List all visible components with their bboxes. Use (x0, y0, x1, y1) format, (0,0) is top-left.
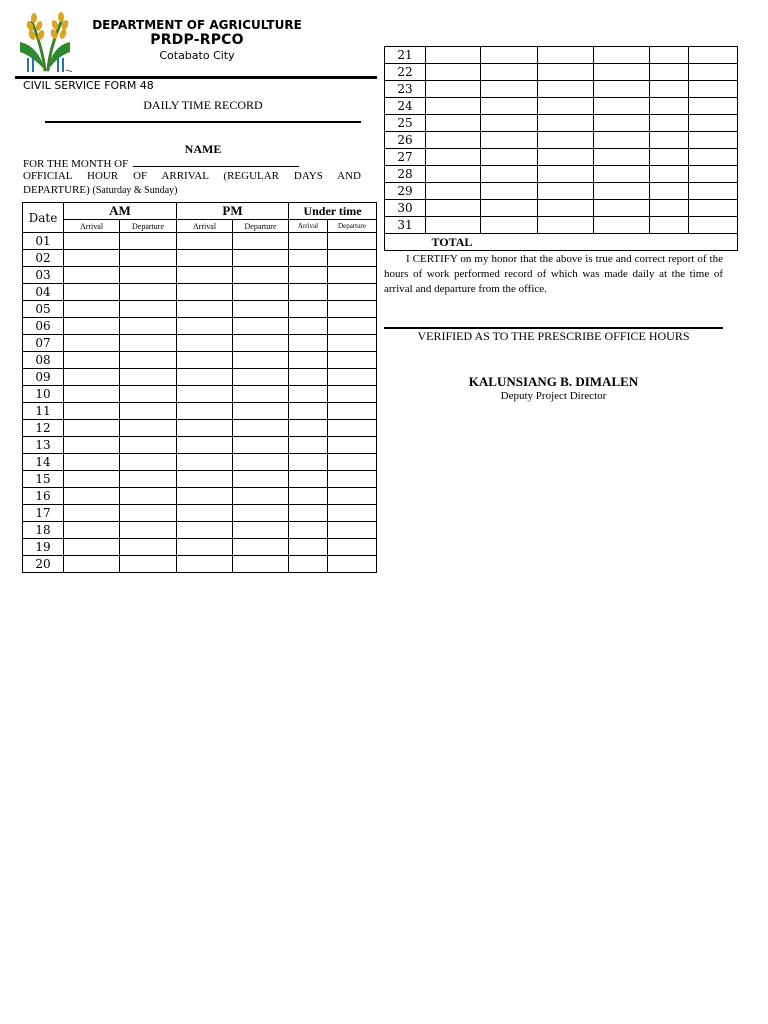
table-row (385, 132, 738, 149)
time-entry-cell[interactable] (289, 369, 328, 386)
time-entry-cell[interactable] (594, 98, 650, 115)
time-entry-cell[interactable] (594, 47, 650, 64)
day-number: 13 (23, 437, 64, 454)
time-entry-cell[interactable] (689, 47, 738, 64)
official-hours-line2-text: DEPARTURE) (23, 184, 90, 196)
time-record-table-days-1-20 (22, 202, 377, 573)
day-number: 17 (23, 505, 64, 522)
time-entry-cell[interactable] (64, 369, 120, 386)
table-row (23, 539, 377, 556)
time-entry-cell[interactable] (64, 539, 120, 556)
day-number: 27 (385, 149, 426, 166)
time-entry-cell[interactable] (120, 369, 177, 386)
official-hours-line2 (23, 183, 178, 198)
day-number: 05 (23, 301, 64, 318)
right-table-body (385, 47, 738, 234)
time-entry-cell[interactable] (689, 200, 738, 217)
time-entry-cell[interactable] (233, 403, 289, 420)
time-entry-cell[interactable] (328, 386, 377, 403)
time-entry-cell[interactable] (120, 250, 177, 267)
time-entry-cell[interactable] (289, 352, 328, 369)
undertime-header: Under time (289, 203, 377, 220)
day-number: 20 (23, 556, 64, 573)
time-entry-cell[interactable] (328, 267, 377, 284)
time-entry-cell[interactable] (64, 318, 120, 335)
time-entry-cell[interactable] (594, 64, 650, 81)
time-entry-cell[interactable] (120, 318, 177, 335)
time-entry-cell[interactable] (233, 556, 289, 573)
time-entry-cell[interactable] (177, 369, 233, 386)
table-row (385, 217, 738, 234)
time-entry-cell[interactable] (538, 81, 594, 98)
time-entry-cell[interactable] (233, 522, 289, 539)
day-number: 25 (385, 115, 426, 132)
table-row (23, 250, 377, 267)
time-entry-cell[interactable] (481, 149, 538, 166)
time-entry-cell[interactable] (64, 420, 120, 437)
time-entry-cell[interactable] (120, 488, 177, 505)
time-entry-cell[interactable] (538, 217, 594, 234)
time-record-table-days-21-31 (384, 46, 738, 251)
time-entry-cell[interactable] (120, 505, 177, 522)
time-entry-cell[interactable] (64, 471, 120, 488)
time-entry-cell[interactable] (328, 471, 377, 488)
signer-title: Deputy Project Director (500, 390, 607, 402)
time-entry-cell[interactable] (233, 488, 289, 505)
day-number: 11 (23, 403, 64, 420)
table-row (23, 386, 377, 403)
time-entry-cell[interactable] (233, 335, 289, 352)
time-entry-cell[interactable] (426, 166, 481, 183)
time-entry-cell[interactable] (177, 556, 233, 573)
time-entry-cell[interactable] (426, 132, 481, 149)
time-entry-cell[interactable] (594, 115, 650, 132)
table-row (385, 98, 738, 115)
day-number: 09 (23, 369, 64, 386)
time-entry-cell[interactable] (177, 318, 233, 335)
time-entry-cell[interactable] (177, 233, 233, 250)
time-entry-cell[interactable] (650, 132, 689, 149)
time-entry-cell[interactable] (426, 47, 481, 64)
day-number: 29 (385, 183, 426, 200)
time-entry-cell[interactable] (426, 200, 481, 217)
title-divider (45, 121, 361, 123)
time-entry-cell[interactable] (650, 81, 689, 98)
time-entry-cell[interactable] (328, 369, 377, 386)
total-row (385, 234, 738, 251)
day-number: 21 (385, 47, 426, 64)
table-row (23, 318, 377, 335)
time-entry-cell[interactable] (289, 522, 328, 539)
time-entry-cell[interactable] (233, 420, 289, 437)
time-entry-cell[interactable] (289, 539, 328, 556)
time-entry-cell[interactable] (426, 183, 481, 200)
day-number: 19 (23, 539, 64, 556)
table-row (23, 556, 377, 573)
time-entry-cell[interactable] (120, 267, 177, 284)
official-hours-note: (Saturday & Sunday) (92, 185, 178, 196)
am-header: AM (64, 203, 177, 220)
table-row (23, 369, 377, 386)
total-spacer (385, 234, 426, 251)
time-entry-cell[interactable] (177, 386, 233, 403)
time-entry-cell[interactable] (233, 437, 289, 454)
time-entry-cell[interactable] (594, 183, 650, 200)
department-of-agriculture-logo (18, 12, 72, 74)
time-entry-cell[interactable] (233, 471, 289, 488)
time-entry-cell[interactable] (120, 352, 177, 369)
time-entry-cell[interactable] (328, 522, 377, 539)
time-entry-cell[interactable] (538, 166, 594, 183)
day-number: 18 (23, 522, 64, 539)
undertime-arrival-header: Arrival (289, 220, 328, 233)
time-entry-cell[interactable] (177, 505, 233, 522)
office-city: Cotabato City (159, 49, 235, 62)
day-number: 22 (385, 64, 426, 81)
time-entry-cell[interactable] (328, 284, 377, 301)
time-entry-cell[interactable] (64, 454, 120, 471)
time-entry-cell[interactable] (289, 437, 328, 454)
time-entry-cell[interactable] (289, 420, 328, 437)
table-row (23, 403, 377, 420)
time-entry-cell[interactable] (177, 335, 233, 352)
time-entry-cell[interactable] (289, 505, 328, 522)
time-entry-cell[interactable] (538, 149, 594, 166)
time-entry-cell[interactable] (64, 284, 120, 301)
day-number: 03 (23, 267, 64, 284)
time-entry-cell[interactable] (481, 47, 538, 64)
time-entry-cell[interactable] (689, 115, 738, 132)
table-row (23, 505, 377, 522)
time-entry-cell[interactable] (650, 200, 689, 217)
month-row (23, 156, 299, 170)
table-row (385, 183, 738, 200)
verified-label: VERIFIED AS TO THE PRESCRIBE OFFICE HOURS (417, 329, 690, 343)
time-entry-cell[interactable] (328, 352, 377, 369)
time-entry-cell[interactable] (328, 420, 377, 437)
day-number: 07 (23, 335, 64, 352)
time-entry-cell[interactable] (481, 115, 538, 132)
time-entry-cell[interactable] (481, 81, 538, 98)
time-entry-cell[interactable] (426, 81, 481, 98)
certification-statement: I CERTIFY on my honor that the above is true and correct report of the hours of work performed record of which was made daily at the time of arrival and departure from the office. (384, 253, 723, 295)
time-entry-cell[interactable] (177, 267, 233, 284)
time-entry-cell[interactable] (177, 301, 233, 318)
table-row (385, 166, 738, 183)
time-entry-cell[interactable] (328, 454, 377, 471)
time-entry-cell[interactable] (538, 132, 594, 149)
time-entry-cell[interactable] (233, 352, 289, 369)
time-entry-cell[interactable] (328, 556, 377, 573)
day-number: 15 (23, 471, 64, 488)
time-entry-cell[interactable] (538, 200, 594, 217)
time-entry-cell[interactable] (289, 267, 328, 284)
time-entry-cell[interactable] (689, 81, 738, 98)
left-table-body (23, 233, 377, 573)
table-row (23, 352, 377, 369)
time-entry-cell[interactable] (64, 403, 120, 420)
time-entry-cell[interactable] (64, 437, 120, 454)
time-entry-cell[interactable] (328, 403, 377, 420)
time-entry-cell[interactable] (650, 166, 689, 183)
time-entry-cell[interactable] (120, 437, 177, 454)
table-row (23, 420, 377, 437)
date-header: Date (23, 203, 64, 233)
time-entry-cell[interactable] (120, 556, 177, 573)
time-entry-cell[interactable] (426, 64, 481, 81)
day-number: 04 (23, 284, 64, 301)
form-code: CIVIL SERVICE FORM 48 (23, 79, 154, 92)
time-entry-cell[interactable] (481, 64, 538, 81)
time-entry-cell[interactable] (120, 403, 177, 420)
time-entry-cell[interactable] (64, 522, 120, 539)
time-entry-cell[interactable] (177, 352, 233, 369)
time-entry-cell[interactable] (594, 200, 650, 217)
pm-arrival-header: Arrival (177, 220, 233, 233)
time-entry-cell[interactable] (177, 454, 233, 471)
time-entry-cell[interactable] (233, 386, 289, 403)
time-entry-cell[interactable] (650, 183, 689, 200)
time-entry-cell[interactable] (64, 352, 120, 369)
time-entry-cell[interactable] (328, 301, 377, 318)
day-number: 14 (23, 454, 64, 471)
month-label: FOR THE MONTH OF (23, 158, 129, 170)
time-entry-cell[interactable] (328, 250, 377, 267)
table-row (385, 64, 738, 81)
time-entry-cell[interactable] (650, 64, 689, 81)
time-entry-cell[interactable] (120, 301, 177, 318)
time-entry-cell[interactable] (64, 335, 120, 352)
time-entry-cell[interactable] (233, 318, 289, 335)
time-entry-cell[interactable] (120, 386, 177, 403)
day-number: 02 (23, 250, 64, 267)
time-entry-cell[interactable] (689, 183, 738, 200)
table-row (385, 149, 738, 166)
time-entry-cell[interactable] (481, 132, 538, 149)
time-entry-cell[interactable] (289, 250, 328, 267)
day-number: 10 (23, 386, 64, 403)
time-entry-cell[interactable] (64, 250, 120, 267)
time-entry-cell[interactable] (289, 301, 328, 318)
day-number: 28 (385, 166, 426, 183)
official-hours-line1: OFFICIAL HOUR OF ARRIVAL (REGULAR DAYS AND (23, 170, 361, 182)
time-entry-cell[interactable] (689, 166, 738, 183)
time-entry-cell[interactable] (481, 200, 538, 217)
time-entry-cell[interactable] (120, 233, 177, 250)
name-label: NAME (184, 142, 222, 156)
time-entry-cell[interactable] (177, 488, 233, 505)
time-entry-cell[interactable] (177, 522, 233, 539)
document-title: DAILY TIME RECORD (143, 98, 263, 112)
time-entry-cell[interactable] (120, 335, 177, 352)
day-number: 26 (385, 132, 426, 149)
table-row (23, 233, 377, 250)
time-entry-cell[interactable] (328, 505, 377, 522)
time-entry-cell[interactable] (233, 284, 289, 301)
table-row (23, 437, 377, 454)
time-entry-cell[interactable] (120, 284, 177, 301)
time-entry-cell[interactable] (233, 301, 289, 318)
time-entry-cell[interactable] (538, 98, 594, 115)
table-row (23, 454, 377, 471)
day-number: 30 (385, 200, 426, 217)
time-entry-cell[interactable] (289, 233, 328, 250)
table-row (23, 284, 377, 301)
time-entry-cell[interactable] (64, 488, 120, 505)
time-entry-cell[interactable] (328, 233, 377, 250)
table-row (385, 200, 738, 217)
time-entry-cell[interactable] (289, 284, 328, 301)
time-entry-cell[interactable] (689, 132, 738, 149)
time-entry-cell[interactable] (64, 267, 120, 284)
table-row (23, 301, 377, 318)
day-number: 16 (23, 488, 64, 505)
office-name: PRDP-RPCO (150, 32, 244, 48)
time-entry-cell[interactable] (177, 250, 233, 267)
time-entry-cell[interactable] (177, 437, 233, 454)
time-entry-cell[interactable] (233, 369, 289, 386)
time-entry-cell[interactable] (64, 556, 120, 573)
time-entry-cell[interactable] (538, 64, 594, 81)
time-entry-cell[interactable] (120, 420, 177, 437)
day-number: 24 (385, 98, 426, 115)
time-entry-cell[interactable] (426, 149, 481, 166)
time-entry-cell[interactable] (120, 522, 177, 539)
time-entry-cell[interactable] (177, 539, 233, 556)
time-entry-cell[interactable] (233, 250, 289, 267)
time-entry-cell[interactable] (233, 454, 289, 471)
time-entry-cell[interactable] (233, 539, 289, 556)
time-entry-cell[interactable] (650, 98, 689, 115)
day-number: 23 (385, 81, 426, 98)
time-entry-cell[interactable] (538, 183, 594, 200)
time-entry-cell[interactable] (289, 454, 328, 471)
certification-text (384, 252, 723, 297)
pm-departure-header: Departure (233, 220, 289, 233)
time-entry-cell[interactable] (289, 556, 328, 573)
time-entry-cell[interactable] (650, 217, 689, 234)
pm-header: PM (177, 203, 289, 220)
time-entry-cell[interactable] (481, 183, 538, 200)
time-entry-cell[interactable] (120, 471, 177, 488)
time-entry-cell[interactable] (689, 98, 738, 115)
table-row (23, 335, 377, 352)
signer-name: KALUNSIANG B. DIMALEN (468, 374, 639, 389)
table-row (385, 115, 738, 132)
table-row (385, 81, 738, 98)
day-number: 01 (23, 233, 64, 250)
time-entry-cell[interactable] (289, 471, 328, 488)
time-entry-cell[interactable] (233, 267, 289, 284)
undertime-departure-header: Departure (328, 220, 377, 233)
time-entry-cell[interactable] (594, 132, 650, 149)
day-number: 12 (23, 420, 64, 437)
table-row (385, 47, 738, 64)
day-number: 06 (23, 318, 64, 335)
time-entry-cell[interactable] (328, 488, 377, 505)
time-entry-cell[interactable] (328, 318, 377, 335)
time-entry-cell[interactable] (689, 64, 738, 81)
time-entry-cell[interactable] (64, 301, 120, 318)
time-entry-cell[interactable] (594, 81, 650, 98)
time-entry-cell[interactable] (650, 149, 689, 166)
time-entry-cell[interactable] (538, 115, 594, 132)
table-row (23, 488, 377, 505)
time-entry-cell[interactable] (594, 149, 650, 166)
time-entry-cell[interactable] (64, 386, 120, 403)
time-entry-cell[interactable] (120, 539, 177, 556)
time-entry-cell[interactable] (328, 539, 377, 556)
time-entry-cell[interactable] (689, 149, 738, 166)
time-entry-cell[interactable] (64, 505, 120, 522)
time-entry-cell[interactable] (120, 454, 177, 471)
time-entry-cell[interactable] (650, 115, 689, 132)
day-number: 31 (385, 217, 426, 234)
time-entry-cell[interactable] (689, 217, 738, 234)
time-entry-cell[interactable] (64, 233, 120, 250)
table-row (23, 267, 377, 284)
time-entry-cell[interactable] (481, 98, 538, 115)
am-arrival-header: Arrival (64, 220, 120, 233)
time-entry-cell[interactable] (481, 166, 538, 183)
time-entry-cell[interactable] (426, 98, 481, 115)
table-row (23, 522, 377, 539)
time-entry-cell[interactable] (289, 403, 328, 420)
time-entry-cell[interactable] (481, 217, 538, 234)
time-entry-cell[interactable] (289, 318, 328, 335)
time-entry-cell[interactable] (289, 488, 328, 505)
time-entry-cell[interactable] (289, 386, 328, 403)
time-entry-cell[interactable] (177, 471, 233, 488)
time-entry-cell[interactable] (594, 166, 650, 183)
time-entry-cell[interactable] (177, 284, 233, 301)
time-entry-cell[interactable] (328, 437, 377, 454)
time-entry-cell[interactable] (594, 217, 650, 234)
day-number: 08 (23, 352, 64, 369)
time-entry-cell[interactable] (233, 505, 289, 522)
time-entry-cell[interactable] (650, 47, 689, 64)
time-entry-cell[interactable] (177, 403, 233, 420)
month-blank-line[interactable] (133, 156, 299, 167)
table-row (23, 471, 377, 488)
time-entry-cell[interactable] (289, 335, 328, 352)
am-departure-header: Departure (120, 220, 177, 233)
time-entry-cell[interactable] (426, 217, 481, 234)
time-entry-cell[interactable] (177, 420, 233, 437)
time-entry-cell[interactable] (233, 233, 289, 250)
time-entry-cell[interactable] (328, 335, 377, 352)
time-entry-cell[interactable] (538, 47, 594, 64)
total-label: TOTAL (426, 234, 738, 251)
department-name: DEPARTMENT OF AGRICULTURE (92, 18, 302, 32)
time-entry-cell[interactable] (426, 115, 481, 132)
